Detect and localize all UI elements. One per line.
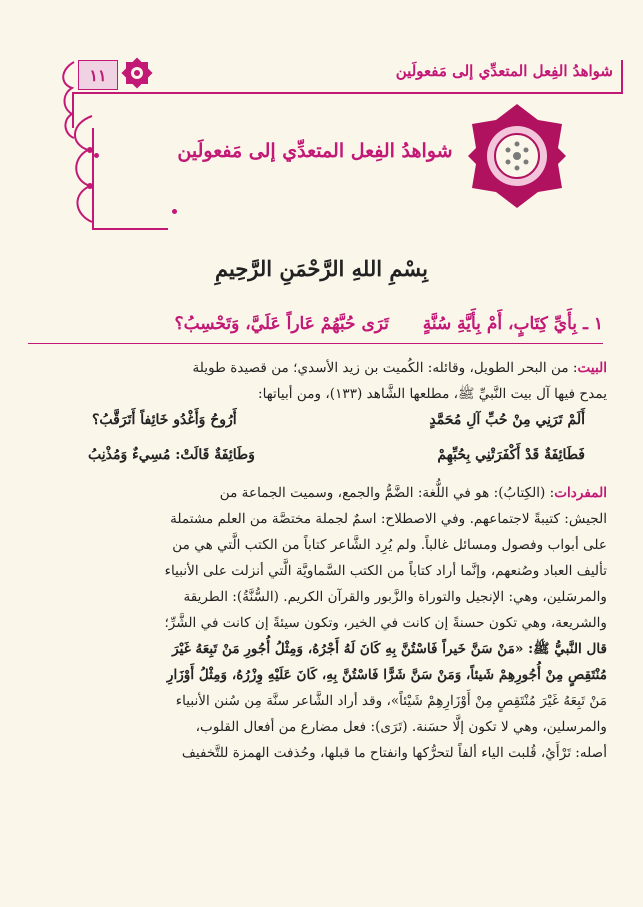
mufradat-line: أصله: تَرْأَيُ، قُلبت الياء ألفاً لتحرُّكها وانفتاح ما قبلها، وحُذفت الهمزة للتَّخفيف [181,745,607,761]
chapter-dot [172,209,177,214]
poem-line-right: أَلَمْ تَرَنِي مِنْ حُبِّ آلِ مُحَمَّدٍ [429,412,585,428]
poem-line-right: فَطَائِفَةٌ قَدْ أَكْفَرَتْنِي بِحُبِّهِمْ [437,447,585,463]
mufradat-line: مَنْ تَبِعَهُ غَيْرَ مُنْتَقِصٍ مِنْ أَوْزَارِهِمْ شَيْئاً»، وقد أراد الشَّاعر سنَّة مِن سُنن الأنبياء [175,693,607,709]
chapter-dot [94,153,99,158]
mufradat-line: : (الكِتابُ): هو في اللُّغة: الضَّمُّ والجمع، وسميت الجماعة من [219,485,555,501]
page-number: ١١ [78,60,118,90]
poem-line-left: أَرُوحُ وَأَغْدُو خَائِفاً أَتَرَقَّبُ؟ [92,412,237,428]
header-rule-vertical [621,60,623,94]
mufradat-line: والمرسَلين، وهي: الإنجيل والتوراة والزَّبور والقرآن الكريم. (السُّنَّةُ): الطريقة [183,589,607,605]
side-scroll-ornament-icon [60,110,100,230]
bayt-paragraph [28,355,607,407]
hadith-line: مُنْتَقِصٍ مِنْ أُجُورِهِمْ شَيئاً، وَمَنْ سَنَّ شَرًّا فَاسْتُنَّ بِهِ، كَانَ عَلَيْهِ وِزْرُهُ، وَمِثْلُ أَوْزَارِ [166,667,607,683]
verse-underline [28,343,603,344]
bayt-line: : من البحر الطويل، وقائله: الكُميت بن زيد الأسدي؛ من قصيدة طويلة [192,360,578,376]
mufradat-line: تأليف العباد وصُنعهم، وإنَّما أراد كتاباً من الكتب السَّماويَّة الَّتي أنزلت على الأنبياء [164,563,607,579]
bayt-line: يمدح فيها آل بيت النَّبيِّ ﷺ، مطلعها الشَّاهد (١٣٣)، ومن أبياتها: [258,386,607,402]
mufradat-line: على أبواب وفصول ومسائل غالباً. ولم يُرِد الشَّاعر كتاباً من الكتب الَّتي هي من [172,537,607,553]
chapter-frame-bottom [92,228,168,230]
mufradat-line: الجيش: كتيبةً لاجتماعهم. وفي الاصطلاح: اسمٌ لجملة مختصَّة من العلم مشتملة [170,511,607,527]
chapter-frame-left [92,128,94,228]
hadith-line: قال النَّبيُّ ﷺ: «مَنْ سَنَّ خَيراً فَاسْتُنَّ بِهِ كَانَ لَهُ أَجْرُهُ، وَمِثْلُ أُجُورِ مَنْ تَبِعَهُ غَيْرَ [172,641,607,657]
mufradat-line: والمرسلين، وهي لا تكون إلَّا حسَنة. (تَرَى): فعل مضارع من أفعال القلوب، [195,719,607,735]
star-ornament-icon [120,56,154,90]
verse-headline [30,314,603,334]
mufradat-label: المفردات [554,485,607,501]
verse-number: ١ ـ [582,314,603,334]
chapter-title: شواهدُ الفِعل المتعدِّي إلى مَفعولَين [177,140,453,162]
medallion-ornament-icon [468,100,566,210]
poem-line-left: وَطَائِفَةٌ قَالَتْ: مُسِيءٌ وَمُذْنِبُ [88,447,255,463]
mufradat-line: والشريعة، وهي تكون حسنةً إن كانت في الخير، وتكون سيئةً إن كانت في الشَّرِّ؛ [164,615,607,631]
basmala: بِسْمِ اللهِ الرَّحْمَنِ الرَّحِيمِ [215,256,428,281]
running-title: شواهدُ الفِعل المتعدِّي إلى مَفعولَين [395,62,613,80]
mufradat-paragraph [28,480,607,766]
bayt-label: البيت [577,360,607,376]
verse-second-half: تَرَى حُبَّهُمْ عَاراً عَلَيَّ، وَتَحْسِبُ؟ [174,314,389,334]
header-rule [72,92,623,94]
verse-first-half: بِأَيِّ كِتَابٍ، أَمْ بِأَيَّةِ سُنَّةٍ [422,314,578,334]
